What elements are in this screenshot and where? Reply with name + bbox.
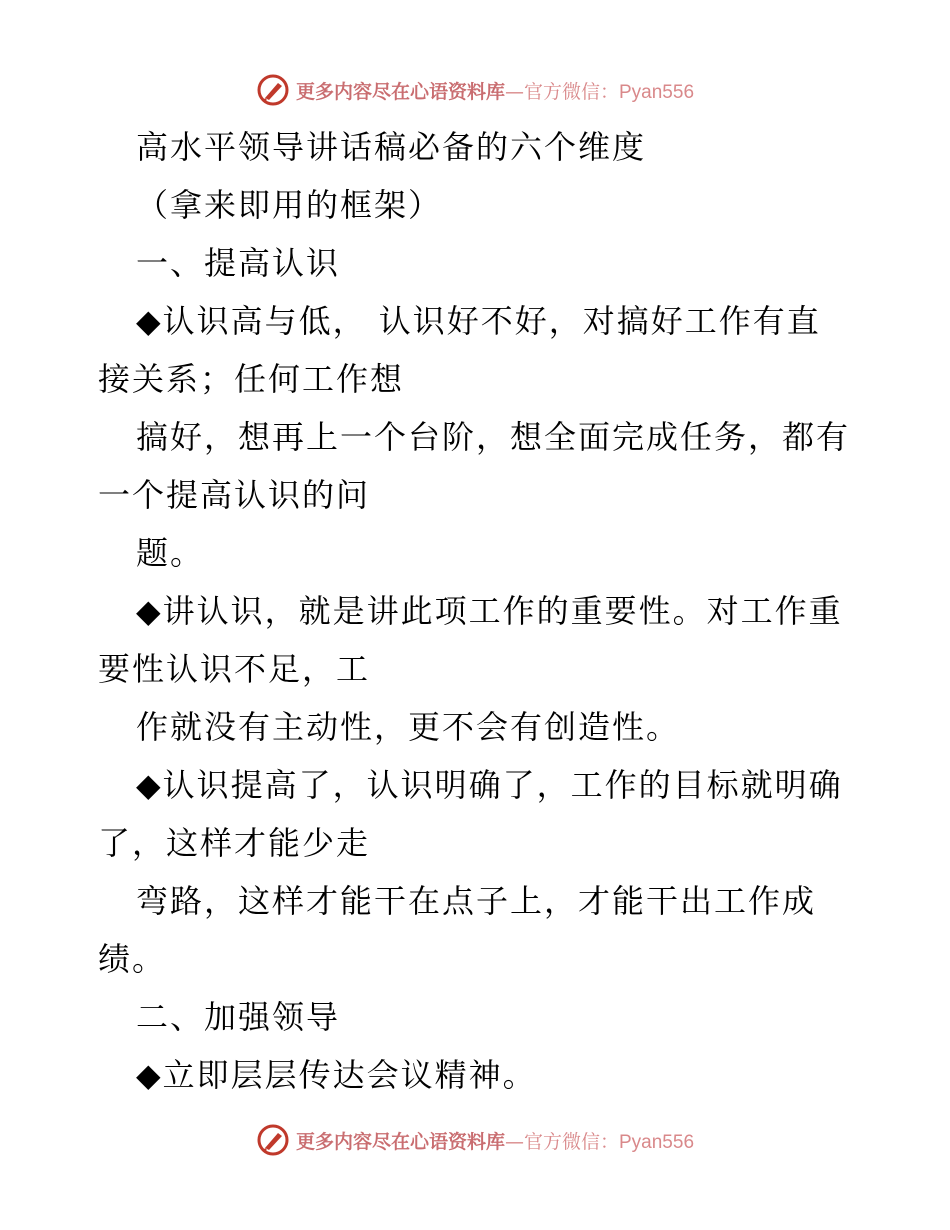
footer-suffix: 官方微信： <box>523 1130 619 1153</box>
paragraph-line: 弯路，这样才能干在点子上，才能干出工作成 <box>136 882 817 920</box>
paragraph-line: ◆讲认识，就是讲此项工作的重要性。对工作重 <box>136 592 843 630</box>
footer-banner-text <box>296 1127 694 1154</box>
section-heading-2: 二、加强领导 <box>136 998 341 1036</box>
paragraph-line: 一个提高认识的问 <box>98 476 371 514</box>
paragraph-line: ◆认识提高了，认识明确了，工作的目标就明确 <box>136 766 843 804</box>
header-banner-text <box>296 77 694 104</box>
paragraph-line: 题。 <box>136 534 205 572</box>
document-body <box>98 118 858 1104</box>
paragraph-line: 搞好，想再上一个台阶，想全面完成任务，都有 <box>136 418 851 456</box>
paragraph-line: ◆立即层层传达会议精神。 <box>136 1056 537 1094</box>
paragraph-line: 绩。 <box>98 940 167 978</box>
document-title: 高水平领导讲话稿必备的六个维度 <box>136 128 647 166</box>
pen-logo-icon <box>256 1123 290 1157</box>
paragraph-line: 接关系；任何工作想 <box>98 360 405 398</box>
header-brand: 更多内容尽在心语资料库 <box>295 80 505 103</box>
header-separator: — <box>504 80 524 103</box>
header-wechat-id: Pyan556 <box>619 81 695 103</box>
document-subtitle: （拿来即用的框架） <box>136 186 443 224</box>
header-suffix: 官方微信： <box>523 80 619 103</box>
section-heading-1: 一、提高认识 <box>136 244 341 282</box>
paragraph-line: ◆认识高与低， 认识好不好，对搞好工作有直 <box>136 302 821 340</box>
pen-logo-icon <box>256 73 290 107</box>
footer-brand: 更多内容尽在心语资料库 <box>295 1130 505 1153</box>
page-footer-banner <box>0 1120 950 1160</box>
paragraph-line: 作就没有主动性，更不会有创造性。 <box>136 708 681 746</box>
paragraph-line: 了，这样才能少走 <box>98 824 371 862</box>
footer-wechat-id: Pyan556 <box>619 1131 695 1153</box>
paragraph-line: 要性认识不足，工 <box>98 650 371 688</box>
footer-separator: — <box>504 1130 524 1153</box>
page-header-banner <box>0 70 950 110</box>
